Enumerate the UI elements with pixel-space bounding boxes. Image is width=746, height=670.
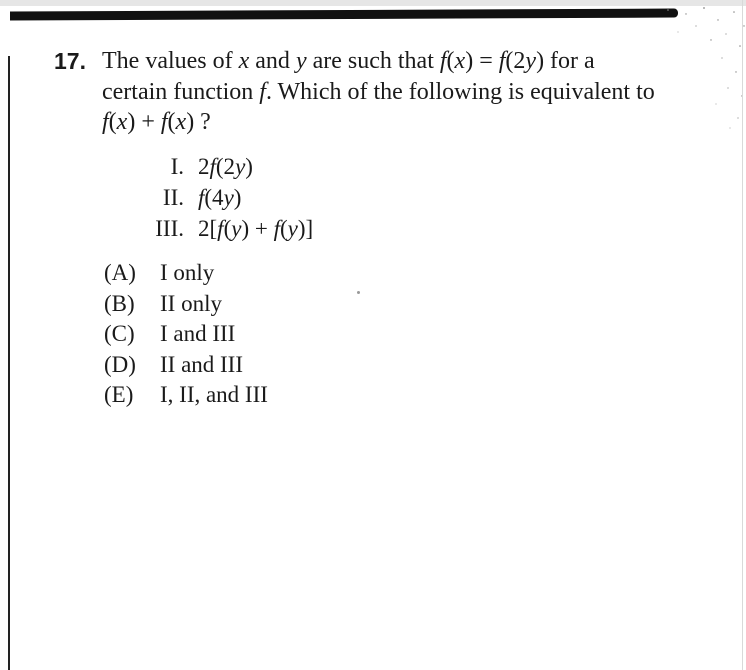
choice-letter: (B) [104,290,135,316]
margin-rule [8,56,10,670]
stray-mark [357,291,360,294]
stem-line-1: The values of x and y are such that f(x) = f(2y) for a [102,48,595,74]
numeral-label: III. [155,216,184,241]
numeral-item [132,151,452,182]
page-edge [742,0,743,670]
numeral-item [132,213,452,244]
choice-text: II and III [160,351,244,377]
choice-text: I only [160,260,215,285]
stem-line-2: certain function f. Which of the following is equivalent to [102,78,655,105]
answer-choice-c[interactable] [104,319,424,350]
question-stem [102,46,702,138]
choice-letter: (D) [104,351,136,377]
roman-numeral-options [132,151,452,244]
answer-choice-b[interactable] [104,289,424,320]
stem-line-3: f(x) + f(x) ? [102,109,211,135]
header-rule [10,9,678,21]
choice-letter: (E) [104,382,134,407]
numeral-expression: 2f(2y) [198,154,253,179]
choice-text: II only [160,290,222,316]
numeral-expression: f(4y) [198,185,242,210]
choice-text: I, II, and III [160,382,268,407]
answer-choice-a[interactable] [104,258,424,289]
numeral-item [132,182,452,213]
answer-choice-d[interactable] [104,350,424,381]
answer-choices [104,258,424,411]
numeral-label: II. [162,185,184,210]
numeral-label: I. [170,154,184,179]
choice-letter: (A) [104,260,136,285]
answer-choice-e[interactable] [104,380,424,411]
choice-letter: (C) [104,321,135,346]
numeral-expression: 2[f(y) + f(y)] [198,216,314,241]
page-top-edge [0,0,746,6]
question-number: 17. [54,48,86,74]
choice-text: I and III [160,321,236,346]
